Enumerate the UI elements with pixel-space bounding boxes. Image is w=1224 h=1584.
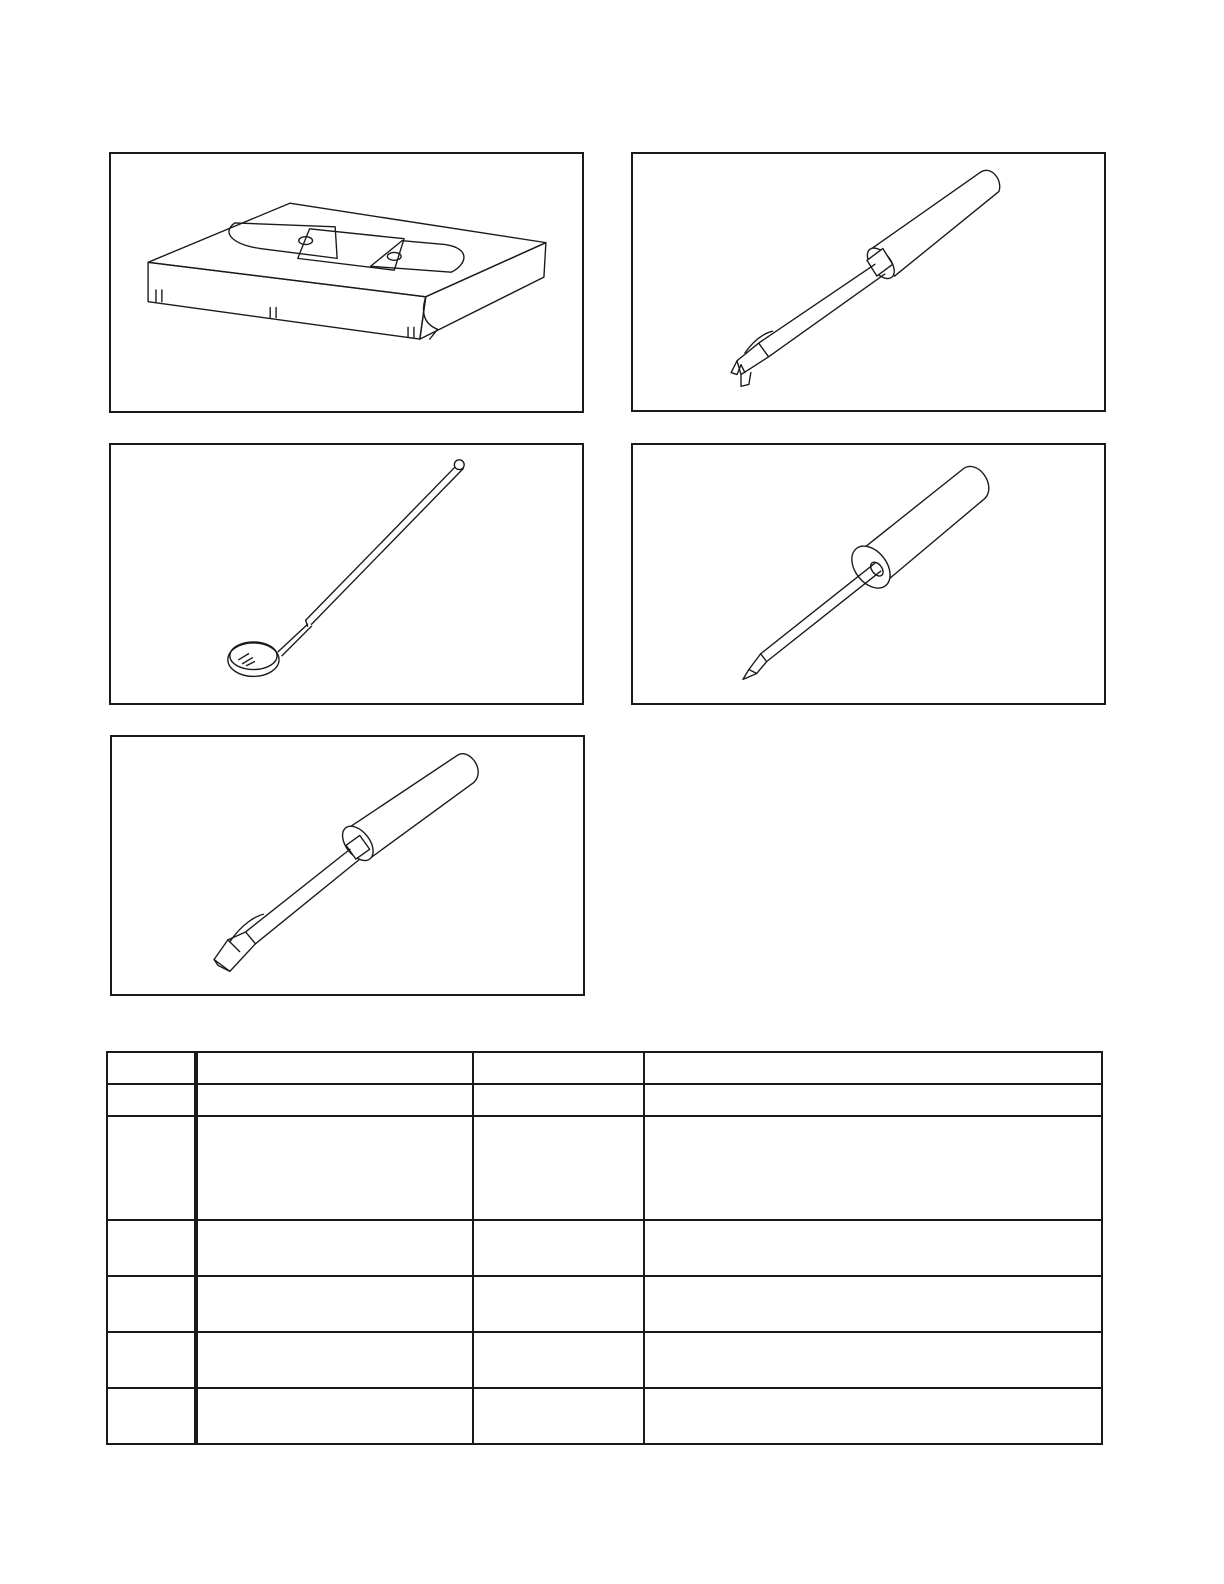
table-header-cell <box>473 1052 644 1084</box>
phillips-screwdriver-icon <box>633 445 1104 703</box>
table-cell <box>473 1276 644 1332</box>
table-cell <box>196 1388 473 1444</box>
table-cell <box>644 1388 1102 1444</box>
table-cell <box>196 1332 473 1388</box>
table-cell <box>644 1332 1102 1388</box>
table-cell <box>107 1220 196 1276</box>
inspection-mirror-icon <box>111 445 582 703</box>
tools-table <box>106 1051 1103 1445</box>
table-cell <box>196 1084 473 1116</box>
table-cell <box>644 1220 1102 1276</box>
table-cell <box>107 1276 196 1332</box>
table-cell <box>107 1388 196 1444</box>
table-row <box>107 1276 1102 1332</box>
table-row <box>107 1116 1102 1220</box>
table-cell <box>196 1276 473 1332</box>
forked-screwdriver-icon <box>633 154 1104 410</box>
table-cell <box>644 1276 1102 1332</box>
table-row <box>107 1388 1102 1444</box>
table-row <box>107 1220 1102 1276</box>
table-cell <box>473 1388 644 1444</box>
table-cell <box>196 1220 473 1276</box>
figure-phillips-screwdriver <box>631 443 1106 705</box>
table-cell <box>644 1084 1102 1116</box>
table-cell <box>107 1332 196 1388</box>
table-cell <box>196 1116 473 1220</box>
table-cell <box>473 1220 644 1276</box>
test-cassette-icon <box>111 154 582 411</box>
table-cell <box>473 1332 644 1388</box>
table-header-cell <box>644 1052 1102 1084</box>
figure-flat-screwdriver <box>110 735 585 996</box>
table-header-cell <box>196 1052 473 1084</box>
table-cell <box>107 1084 196 1116</box>
figure-forked-screwdriver <box>631 152 1106 412</box>
table-header-cell <box>107 1052 196 1084</box>
table-cell <box>644 1116 1102 1220</box>
table-cell <box>473 1084 644 1116</box>
table-header-row <box>107 1052 1102 1084</box>
table-row <box>107 1332 1102 1388</box>
table-row <box>107 1084 1102 1116</box>
table-cell <box>107 1116 196 1220</box>
flat-screwdriver-icon <box>112 737 583 994</box>
figure-inspection-mirror <box>109 443 584 705</box>
table-cell <box>473 1116 644 1220</box>
figure-test-cassette <box>109 152 584 413</box>
